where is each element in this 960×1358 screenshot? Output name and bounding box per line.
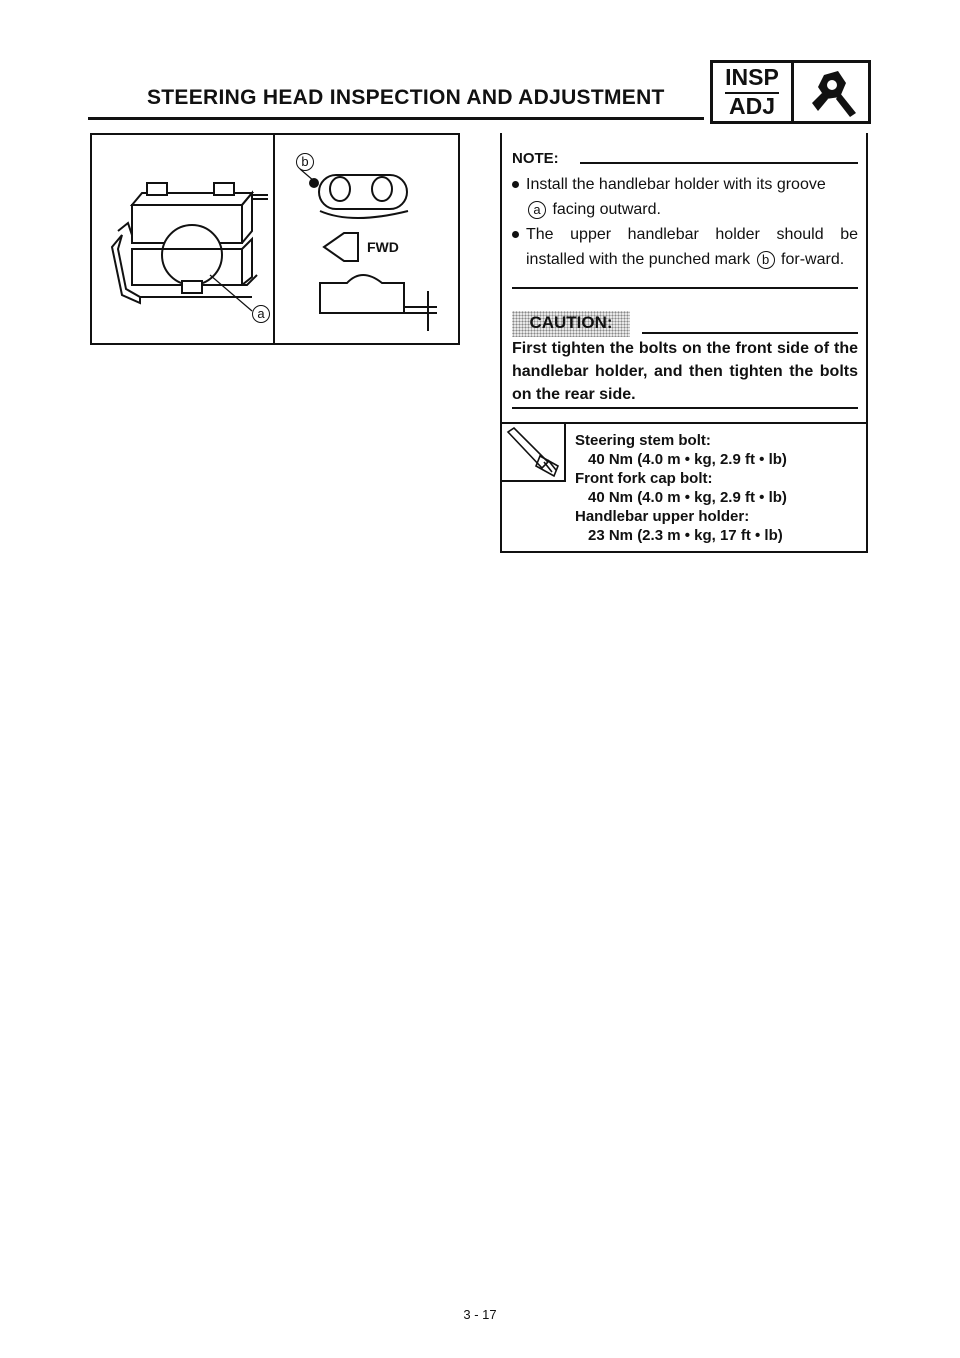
spec-name-1: Steering stem bolt: xyxy=(575,432,711,449)
torque-icon-box xyxy=(500,422,566,482)
fwd-label: FWD xyxy=(367,239,399,255)
note-bullet-1-pre: Install the handlebar holder with its groove xyxy=(526,176,826,193)
spec-value-1: 40 Nm (4.0 m • kg, 2.9 ft • lb) xyxy=(588,451,787,468)
note-bullet-2-pre: The upper handlebar holder should be installed with the punched mark xyxy=(526,226,858,268)
note-bullet-2-post: for-ward. xyxy=(781,251,845,268)
header-rule xyxy=(88,117,704,120)
handlebar-holder-figure xyxy=(90,133,460,345)
note-bullet-1 xyxy=(512,172,858,222)
tool-badge xyxy=(791,60,871,124)
torque-bottom-rule xyxy=(500,551,868,553)
right-column-right-border xyxy=(866,133,868,553)
callout-b-inline: b xyxy=(757,251,775,269)
insp-adj-badge xyxy=(710,60,794,124)
page-title: STEERING HEAD INSPECTION AND ADJUSTMENT xyxy=(147,86,665,109)
badge-adj-label: ADJ xyxy=(728,93,775,119)
badge-insp-label: INSP xyxy=(725,64,779,90)
note-label: NOTE: xyxy=(512,150,559,167)
note-bullet-1-post: facing outward. xyxy=(552,201,661,218)
spec-name-2: Front fork cap bolt: xyxy=(575,470,713,487)
handlebar-holder-illustration xyxy=(92,135,458,343)
right-column-left-border xyxy=(500,133,502,553)
bullet-dot xyxy=(512,231,519,238)
callout-b: b xyxy=(296,153,314,171)
caution-label: CAUTION: xyxy=(529,313,613,332)
callout-a-inline: a xyxy=(528,201,546,219)
note-bullet-1-text xyxy=(512,172,858,222)
callout-a: a xyxy=(252,305,270,323)
torque-wrench-icon xyxy=(500,422,564,480)
caution-body: First tighten the bolts on the front side of the handlebar holder, and then tighten the bolts on the rear side. xyxy=(512,340,858,403)
caution-rule xyxy=(642,332,858,334)
note-bullet-2-text xyxy=(512,222,858,272)
page-number: 3 - 17 xyxy=(463,1307,497,1322)
note-bullet-2 xyxy=(512,222,858,272)
spec-name-3: Handlebar upper holder: xyxy=(575,508,750,525)
caution-end-rule xyxy=(512,407,858,409)
spec-value-3: 23 Nm (2.3 m • kg, 17 ft • lb) xyxy=(588,527,783,544)
bullet-dot xyxy=(512,181,519,188)
wrench-nut-icon xyxy=(794,63,868,121)
spec-value-2: 40 Nm (4.0 m • kg, 2.9 ft • lb) xyxy=(588,489,787,506)
note-rule xyxy=(580,162,858,164)
note-end-rule xyxy=(512,287,858,289)
